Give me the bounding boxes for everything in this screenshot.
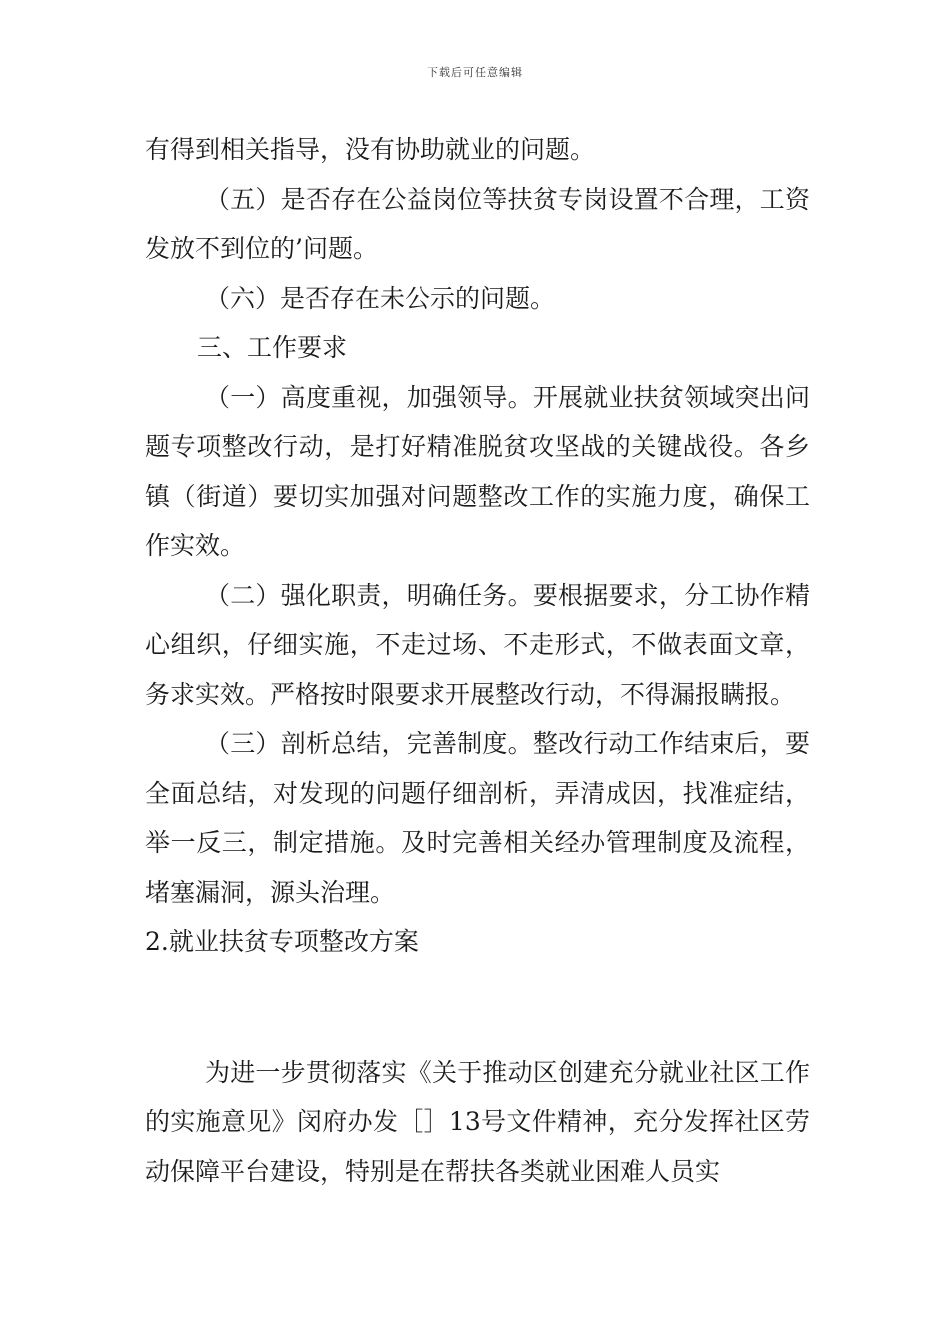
paragraph-requirement-3: （三）剖析总结，完善制度。整改行动工作结束后，要全面总结，对发现的问题仔细剖析，弄清成因，找准症结，举一反三，制定措施。及时完善相关经办管理制度及流程，堵塞漏洞，源头治理。 [145, 729, 810, 907]
paragraph-requirement-2: （二）强化职责，明确任务。要根据要求，分工协作精心组织，仔细实施，不走过场、不走形式，不做表面文章，务求实效。严格按时限要求开展整改行动，不得漏报瞒报。 [145, 580, 810, 709]
paragraph-item-5: （五）是否存在公益岗位等扶贫专岗设置不合理，工资发放不到位的’问题。 [145, 184, 810, 263]
paragraph-item-6: （六）是否存在未公示的问题。 [205, 283, 556, 313]
page-header: 下载后可任意编辑 [427, 66, 523, 79]
document-body [145, 125, 810, 1196]
paragraph-requirement-1: （一）高度重视，加强领导。开展就业扶贫领域突出问题专项整改行动，是打好精准脱贫攻坚战的关键战役。各乡镇（街道）要切实加强对问题整改工作的实施力度，确保工作实效。 [145, 382, 810, 560]
paragraph-continuation: 有得到相关指导，没有协助就业的问题。 [145, 135, 596, 164]
section-heading-work-requirements: 三、工作要求 [197, 333, 348, 362]
document-title-2: 2.就业扶贫专项整改方案 [145, 927, 419, 956]
paragraph-intro: 为进一步贯彻落实《关于推动区创建充分就业社区工作的实施意见》闵府办发［］13号文件精神，充分发挥社区劳动保障平台建设，特别是在帮扶各类就业困难人员实 [145, 1057, 810, 1186]
blank-spacer [145, 967, 810, 1048]
